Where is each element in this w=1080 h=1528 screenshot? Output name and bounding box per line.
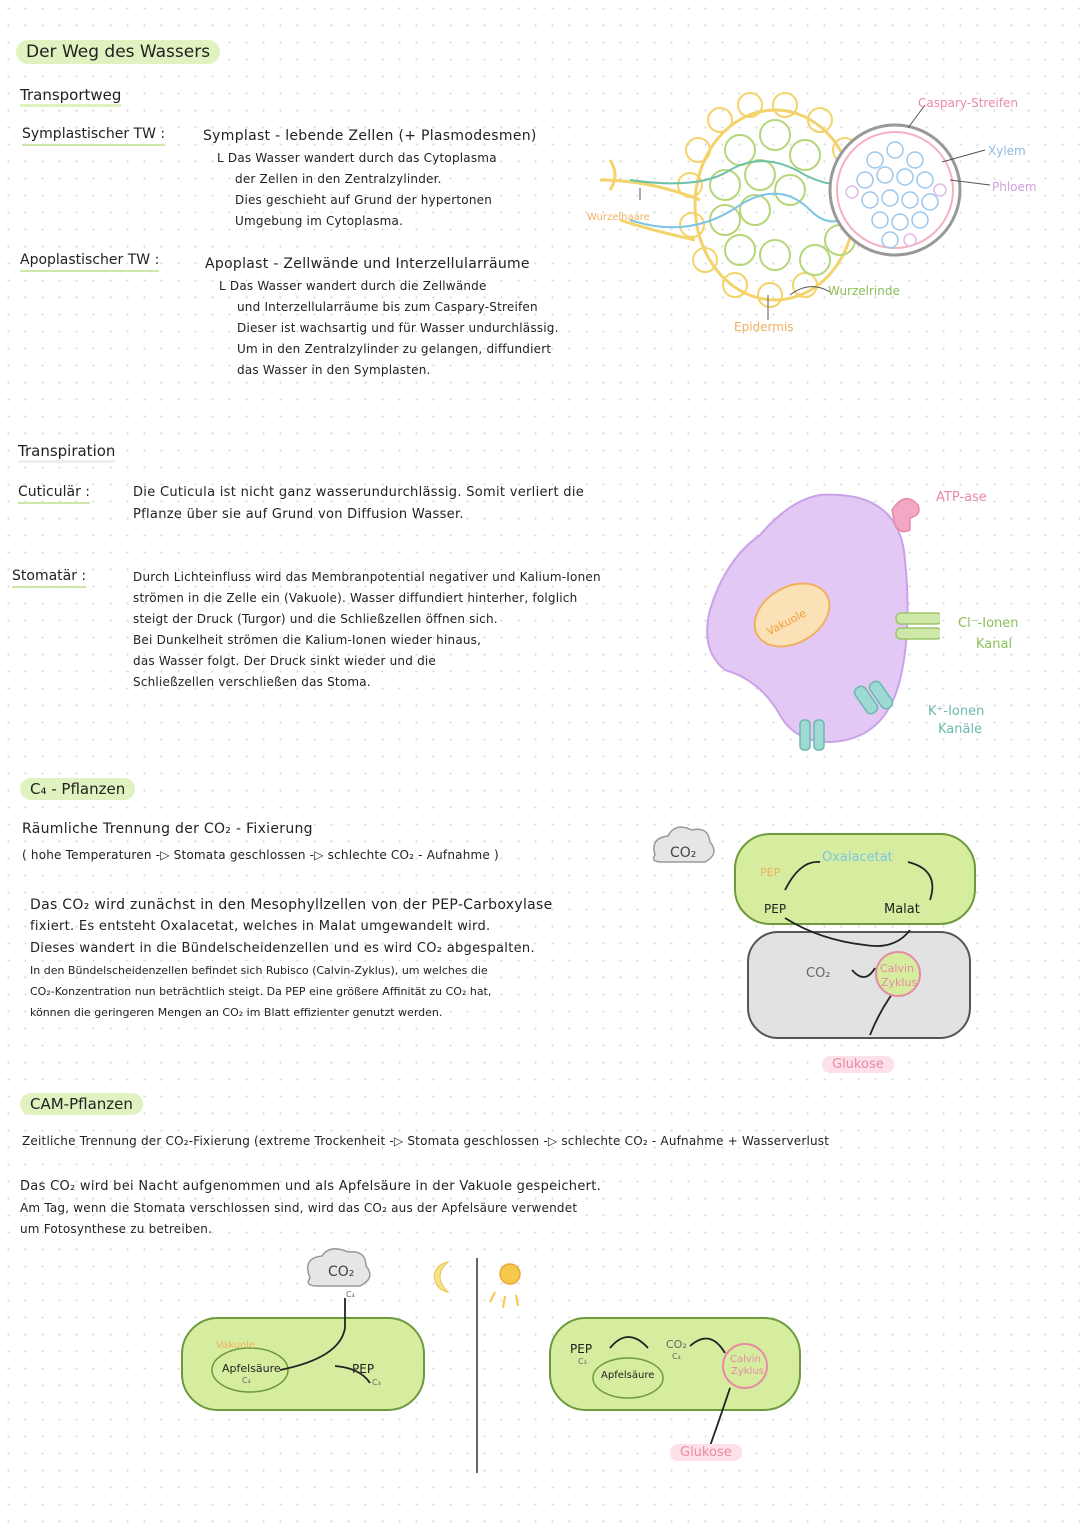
cam-text: [20, 1176, 601, 1240]
c4-co2-label: CO₂: [670, 845, 697, 861]
c4-zyklus: Zyklus: [881, 976, 918, 989]
c4-line: Dieses wandert in die Bündelscheidenzellen und es wird CO₂ abgespalten.: [30, 941, 535, 956]
apoplast-line: und Interzellularräume bis zum Caspary-Streifen: [237, 300, 538, 314]
cam-night-pep: PEP: [352, 1362, 375, 1376]
c4-line: Das CO₂ wird zunächst in den Mesophyllzellen von der PEP-Carboxylase: [30, 897, 553, 913]
cam-day-pep: PEP: [570, 1342, 593, 1356]
cam-night-apfelsaure: Apfelsäure: [222, 1362, 281, 1375]
cam-day-glukose: Glukose: [670, 1444, 742, 1461]
label-k-ions: K⁺-Ionen: [928, 704, 985, 719]
symplast-label: Symplastischer TW :: [22, 126, 165, 146]
root-cross-section-diagram: [590, 80, 1060, 350]
apoplast-line: Apoplast - Zellwände und Interzellularräume: [205, 256, 530, 272]
c4-co2-inner: CO₂: [806, 966, 831, 981]
stomatar-line: steigt der Druck (Turgor) und die Schließzellen öffnen sich.: [133, 612, 498, 626]
cuticular-text: [133, 482, 584, 526]
cam-day-apfelsaure: Apfelsäure: [601, 1370, 655, 1381]
label-phloem: Phloem: [992, 180, 1037, 194]
symplast-text: [203, 124, 537, 232]
c4-malat: Malat: [884, 902, 920, 917]
c4-line: CO₂-Konzentration nun beträchtlich steigt. Da PEP eine größere Affinität zu CO₂ hat,: [30, 985, 492, 998]
label-atpase: ATP-ase: [936, 490, 987, 505]
apoplast-line: Um in den Zentralzylinder zu gelangen, diffundiert: [237, 342, 552, 356]
c4-pep-top: PEP: [760, 866, 781, 879]
apoplast-line: das Wasser in den Symplasten.: [237, 363, 431, 377]
c4-subtitle-2: ( hohe Temperaturen -▷ Stomata geschlossen -▷ schlechte CO₂ - Aufnahme ): [22, 848, 499, 862]
c4-pep: PEP: [764, 902, 787, 916]
label-xylem: Xylem: [988, 144, 1026, 158]
cam-day-co2: CO₂: [666, 1338, 687, 1351]
c4-line: In den Bündelscheidenzellen befindet sich Rubisco (Calvin-Zyklus), um welches die: [30, 964, 488, 977]
cam-day-calvin: Calvin: [730, 1354, 761, 1365]
label-wurzelrinde: Wurzelrinde: [828, 284, 900, 298]
section-transpiration-heading: Transpiration: [18, 442, 115, 463]
cuticular-label: Cuticulär :: [18, 484, 90, 504]
c4-line: fixiert. Es entsteht Oxalacetat, welches in Malat umgewandelt wird.: [30, 919, 491, 934]
symplast-line: Symplast - lebende Zellen (+ Plasmodesmen): [203, 128, 537, 144]
cam-night-apf-c4: C₄: [242, 1376, 251, 1385]
symplast-line: der Zellen in den Zentralzylinder.: [235, 172, 442, 186]
cam-night-pep-c3: C₃: [372, 1378, 381, 1387]
apoplast-text: [205, 252, 559, 381]
label-k-channels: Kanäle: [938, 722, 983, 737]
c4-calvin: Calvin: [880, 962, 915, 975]
stomatar-line: strömen in die Zelle ein (Vakuole). Wasser diffundiert hinterher, folglich: [133, 591, 578, 605]
apoplast-line: L Das Wasser wandert durch die Zellwände: [219, 279, 487, 293]
c4-oxalacetat: Oxalacetat: [822, 850, 893, 865]
apoplast-line: Dieser ist wachsartig und für Wasser undurchlässig.: [237, 321, 559, 335]
cam-night-co2-c4: C₄: [346, 1290, 355, 1299]
cam-night-co2: CO₂: [328, 1264, 355, 1280]
label-vakuole: Vakuole: [764, 606, 809, 639]
cam-line: um Fotosynthese zu betreiben.: [20, 1222, 213, 1236]
symplast-line: Umgebung im Cytoplasma.: [235, 214, 404, 228]
label-caspary: Caspary-Streifen: [918, 96, 1019, 110]
cam-day-zyklus: Zyklus: [731, 1366, 764, 1377]
cam-subtitle: Zeitliche Trennung der CO₂-Fixierung (extreme Trockenheit -▷ Stomata geschlossen -▷ schlechte CO₂ - Aufnahme + Wasserverlust: [22, 1134, 830, 1148]
section-cam-heading: CAM-Pflanzen: [20, 1093, 143, 1115]
section-transportweg-heading: Transportweg: [20, 86, 121, 107]
guard-cell-diagram: [700, 480, 940, 760]
stomatar-line: Bei Dunkelheit strömen die Kalium-Ionen wieder hinaus,: [133, 633, 482, 647]
stomatar-line: Schließzellen verschließen das Stoma.: [133, 675, 371, 689]
symplast-line: Dies geschieht auf Grund der hypertonen: [235, 193, 493, 207]
cam-night-vakuole: Vakuole: [216, 1340, 256, 1351]
cuticular-line: Pflanze über sie auf Grund von Diffusion Wasser.: [133, 507, 464, 522]
symplast-line: L Das Wasser wandert durch das Cytoplasma: [217, 151, 497, 165]
section-c4-heading: C₄ - Pflanzen: [20, 778, 135, 800]
label-wurzelhaare: Wurzelhaare: [587, 212, 650, 223]
c4-glukose: Glukose: [822, 1056, 894, 1073]
c4-text: [30, 894, 553, 1023]
cam-day-co2-c4: C₄: [672, 1352, 681, 1361]
c4-subtitle: Räumliche Trennung der CO₂ - Fixierung: [22, 821, 313, 837]
label-epidermis: Epidermis: [734, 320, 794, 334]
apoplast-label: Apoplastischer TW :: [20, 252, 159, 272]
stomatar-line: Durch Lichteinfluss wird das Membranpotential negativer und Kalium-Ionen: [133, 570, 601, 584]
cam-line: Am Tag, wenn die Stomata verschlossen sind, wird das CO₂ aus der Apfelsäure verwendet: [20, 1201, 578, 1215]
stomatar-label: Stomatär :: [12, 568, 86, 588]
label-cl-channel: Kanal: [976, 637, 1013, 652]
page-title: Der Weg des Wassers: [16, 40, 220, 64]
cam-day-pep-c3: C₃: [578, 1357, 587, 1366]
cuticular-line: Die Cuticula ist nicht ganz wasserundurchlässig. Somit verliert die: [133, 485, 585, 500]
label-cl-ions: Cl⁻-Ionen: [958, 616, 1019, 631]
c4-line: können die geringeren Mengen an CO₂ im Blatt effizienter genutzt werden.: [30, 1006, 443, 1019]
stomatar-line: das Wasser folgt. Der Druck sinkt wieder und die: [133, 654, 437, 668]
stomatar-text: [133, 567, 601, 693]
cam-line: Das CO₂ wird bei Nacht aufgenommen und als Apfelsäure in der Vakuole gespeichert.: [20, 1179, 602, 1194]
